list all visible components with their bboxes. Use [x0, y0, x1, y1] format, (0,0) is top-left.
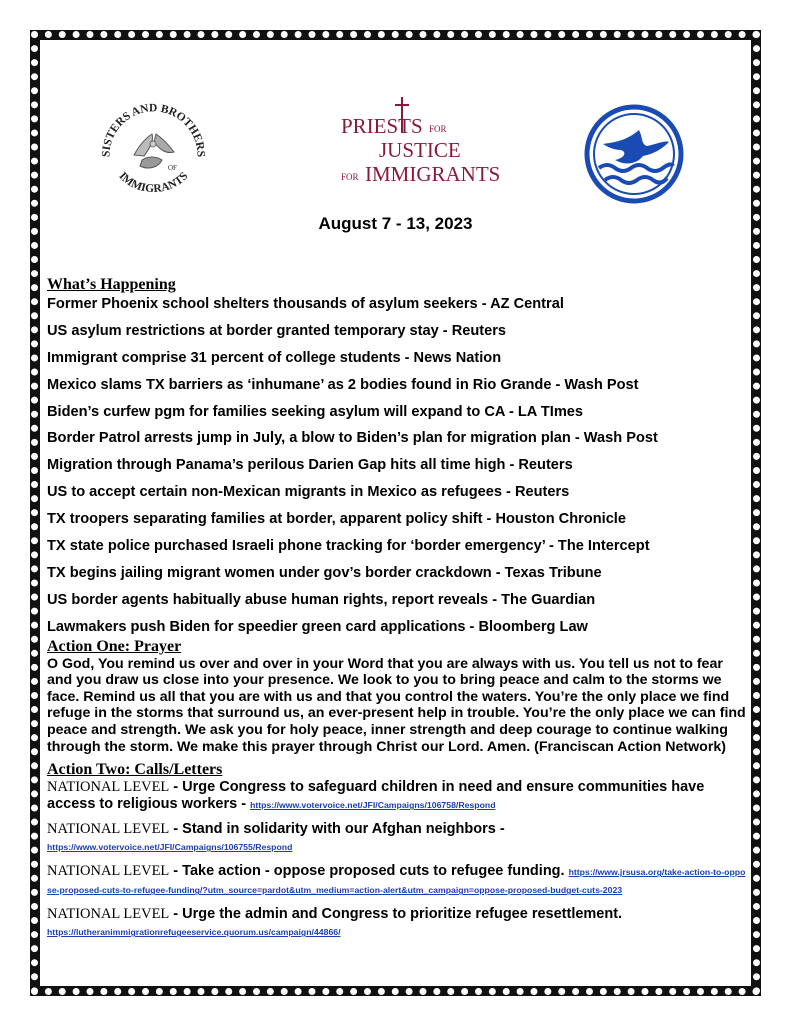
news-item[interactable]: Migration through Panama’s perilous Darien Gap hits all time high - Reuters	[47, 457, 573, 474]
action-two-title: Action Two: Calls/Letters	[47, 761, 223, 779]
hand-icon	[140, 157, 162, 168]
main-content	[47, 276, 747, 948]
priests-justice-logo	[335, 95, 501, 190]
logo-line2: JUSTICE	[379, 138, 461, 162]
call-level: NATIONAL LEVEL	[47, 906, 170, 923]
logo-line3: IMMIGRANTS	[365, 162, 501, 186]
call-item	[47, 779, 747, 814]
logo-text-of: OF	[168, 164, 177, 172]
sisters-brothers-logo	[96, 100, 211, 200]
call-link[interactable]: https://www.votervoice.net/JFI/Campaigns/106758/Respond	[250, 800, 496, 811]
logo-for-2: FOR	[341, 172, 359, 182]
news-item[interactable]: US to accept certain non-Mexican migrants in Mexico as refugees - Reuters	[47, 484, 570, 501]
wave-icon	[605, 177, 667, 183]
news-item[interactable]: Lawmakers push Biden for speedier green card applications - Bloomberg Law	[47, 618, 588, 635]
dove-icon	[603, 130, 669, 163]
call-level: NATIONAL LEVEL	[47, 779, 170, 796]
call-item	[47, 863, 747, 899]
call-link[interactable]: https://www.votervoice.net/JFI/Campaigns/106755/Respond	[47, 842, 293, 853]
hand-icon	[134, 134, 153, 156]
dove-logo	[581, 104, 687, 204]
call-text: - Urge Congress to safeguard children in need and ensure communities have access to religious workers -	[47, 779, 705, 813]
logo-line1: PRIESTS	[341, 114, 423, 138]
news-item[interactable]: Immigrant comprise 31 percent of college students - News Nation	[47, 349, 502, 366]
call-text: - Stand in solidarity with our Afghan neighbors -	[169, 821, 505, 838]
call-text: - Urge the admin and Congress to prioritize refugee resettlement.	[169, 906, 623, 923]
wave-icon	[599, 164, 673, 171]
news-item[interactable]: TX begins jailing migrant women under gov’s border crackdown - Texas Tribune	[47, 564, 602, 581]
call-level: NATIONAL LEVEL	[47, 821, 170, 838]
news-item[interactable]: US border agents habitually abuse human rights, report reveals - The Guardian	[47, 591, 596, 608]
svg-text:SISTERS AND BROTHERS	[100, 102, 206, 157]
call-item	[47, 821, 747, 856]
news-item[interactable]: TX troopers separating families at border, apparent policy shift - Houston Chronicle	[47, 511, 626, 528]
call-link[interactable]: https://www.jrsusa.org/take-action-to-oppose-proposed-cuts-to-refugee-funding/?utm_source=pardot&utm_medium=action-alert&utm_campaign=oppose-proposed-budget-cuts-2023	[47, 867, 746, 896]
svg-text:IMMIGRANTS	[116, 170, 190, 195]
news-item[interactable]: US asylum restrictions at border granted temporary stay - Reuters	[47, 322, 507, 339]
news-item[interactable]: Former Phoenix school shelters thousands of asylum seekers - AZ Central	[47, 296, 564, 312]
news-item[interactable]: Mexico slams TX barriers as ‘inhumane’ as 2 bodies found in Rio Grande - Wash Post	[47, 376, 639, 393]
call-item	[47, 906, 747, 941]
news-item[interactable]: TX state police purchased Israeli phone tracking for ‘border emergency’ - The Intercept	[47, 538, 650, 555]
action-one-title: Action One: Prayer	[47, 637, 182, 655]
prayer-text: O God, You remind us over and over in your Word that you are always with us. You tell us not to fear and you draw us close into your presence. We look to you to bring peace and calm to the storms we face. Remind us all that you are with us and that you control the waters. You’re the only place we find refuge in the storms that surround us, an ever-present help in trouble. You’re the only place we can find peace and strength. We ask you for holy peace, inner strength and deep courage to continue walking through the storm. We make this prayer through Christ our Lord. Amen. (Franciscan Action Network)	[47, 655, 746, 755]
date-range: August 7 - 13, 2023	[318, 214, 473, 233]
news-list	[47, 295, 747, 636]
call-text: - Take action - oppose proposed cuts to refugee funding.	[169, 863, 569, 880]
logo-for-1: FOR	[429, 124, 447, 134]
news-item[interactable]: Biden’s curfew pgm for families seeking asylum will expand to CA - LA TImes	[47, 403, 584, 420]
logo-text-top: SISTERS AND BROTHERS	[100, 102, 207, 158]
whats-happening-title: What’s Happening	[47, 276, 176, 293]
call-link[interactable]: https://lutheranimmigrationrefugeeservice.quorum.us/campaign/44866/	[47, 927, 341, 938]
logo-text-bottom: IMMIGRANTS	[116, 170, 191, 196]
news-item[interactable]: Border Patrol arrests jump in July, a blow to Biden’s plan for migration plan - Wash Post	[47, 430, 658, 447]
hand-icon	[154, 134, 174, 153]
call-level: NATIONAL LEVEL	[47, 863, 170, 880]
calls-list	[47, 779, 747, 941]
